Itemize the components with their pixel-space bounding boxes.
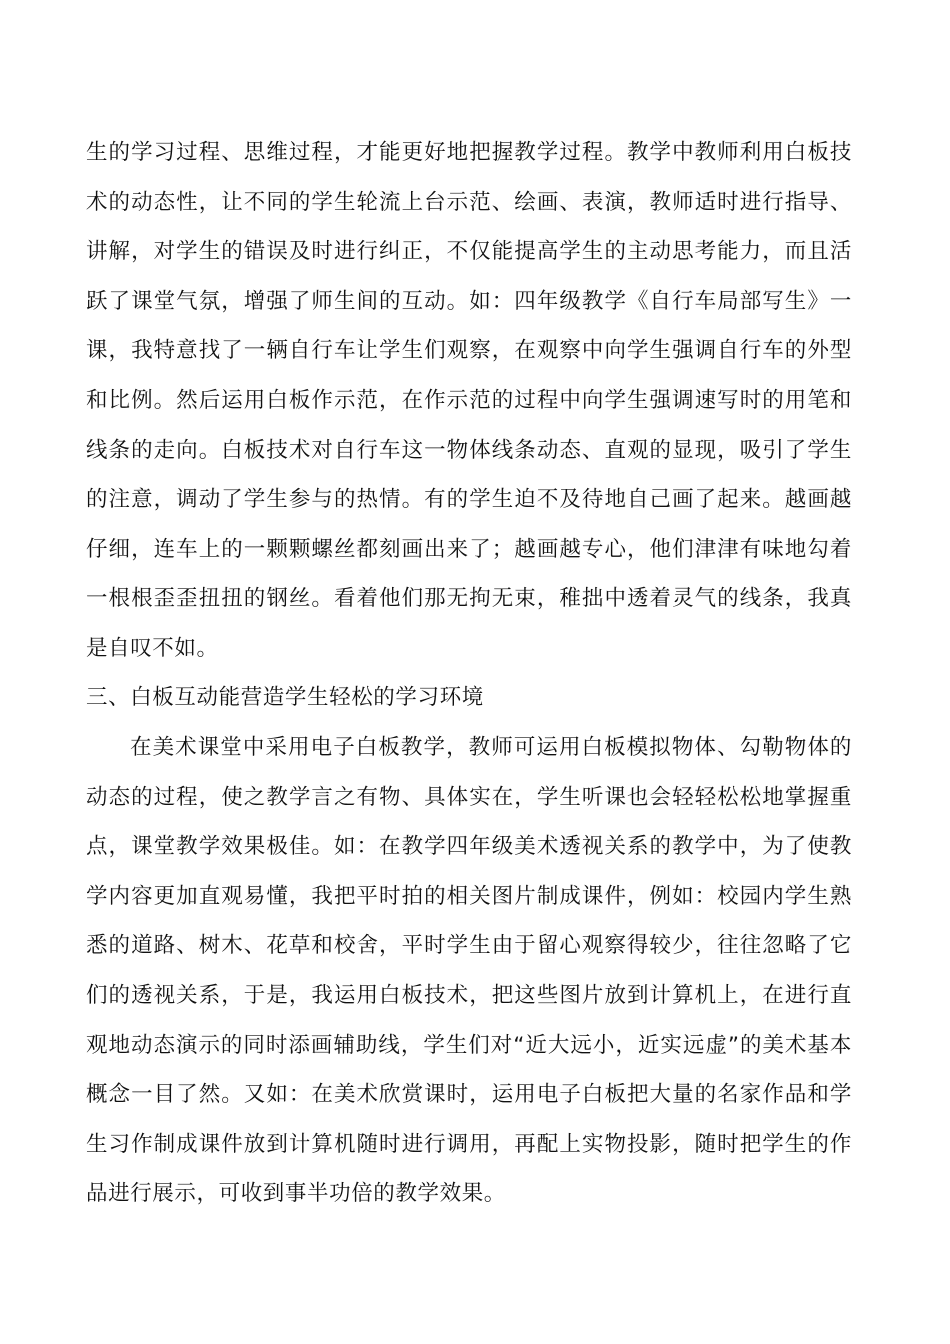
body-paragraph: 在美术课堂中采用电子白板教学，教师可运用白板模拟物体、勾勒物体的动态的过程，使之教学言之有物、具体实在，学生听课也会轻轻松松地掌握重点，课堂教学效果极佳。如：在教学四年级美术透视关系的教学中，为了使教学内容更加直观易懂，我把平时拍的相关图片制成课件，例如：校园内学生熟悉的道路、树木、花草和校舍，平时学生由于留心观察得较少，往往忽略了它们的透视关系，于是，我运用白板技术，把这些图片放到计算机上，在进行直观地动态演示的同时添画辅助线，学生们对“近大远小，近实远虚”的美术基本概念一目了然。又如：在美术欣赏课时，运用电子白板把大量的名家作品和学生习作制成课件放到计算机随时进行调用，再配上实物投影，随时把学生的作品进行展示，可收到事半功倍的教学效果。: [86, 735, 852, 1207]
body-paragraph: 生的学习过程、思维过程，才能更好地把握教学过程。教学中教师利用白板技术的动态性，让不同的学生轮流上台示范、绘画、表演，教师适时进行指导、讲解，对学生的错误及时进行纠正，不仅能提高学生的主动思考能力，而且活跃了课堂气氛，增强了师生间的互动。如：四年级教学《自行车局部写生》一课，我特意找了一辆自行车让学生们观察，在观察中向学生强调自行车的外型和比例。然后运用白板作示范，在作示范的过程中向学生强调速写时的用笔和线条的走向。白板技术对自行车这一物体线条动态、直观的显现，吸引了学生的注意，调动了学生参与的热情。有的学生迫不及待地自己画了起来。越画越仔细，连车上的一颗颗螺丝都刻画出来了；越画越专心，他们津津有味地勾着一根根歪歪扭扭的钢丝。看着他们那无拘无束，稚拙中透着灵气的线条，我真是自叹不如。: [86, 140, 852, 661]
section-heading: 三、白板互动能营造学生轻松的学习环境: [86, 685, 484, 710]
